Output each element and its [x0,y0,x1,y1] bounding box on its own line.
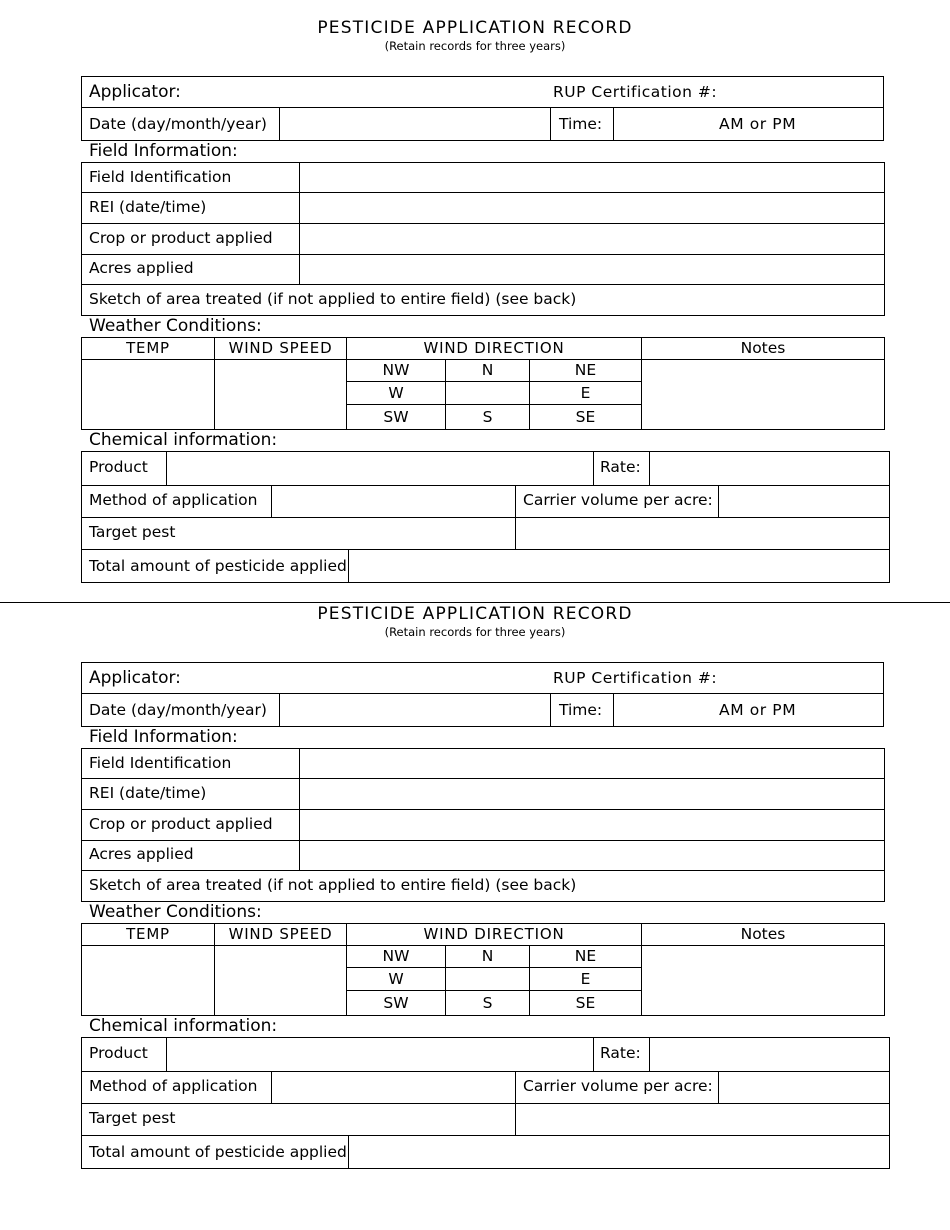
method-of-application-label: Method of application [89,491,258,509]
direction-e[interactable]: E [580,970,591,988]
acres-applied-label: Acres applied [89,845,194,863]
rei-label: REI (date/time) [89,198,207,216]
time-label: Time: [559,701,603,719]
am-pm-label: AM or PM [719,115,797,133]
applicator-input[interactable] [400,79,540,105]
direction-sw[interactable]: SW [383,994,409,1012]
carrier-volume-label: Carrier volume per acre: [523,491,713,509]
rate-input[interactable] [650,1038,889,1071]
notes-input[interactable] [642,360,884,429]
method-of-application-input[interactable] [272,1072,515,1103]
direction-ne[interactable]: NE [574,947,597,965]
record-subtitle: (Retain records for three years) [384,625,566,639]
method-of-application-label: Method of application [89,1077,258,1095]
direction-ne[interactable]: NE [574,361,597,379]
direction-w[interactable]: W [388,970,404,988]
acres-applied-label: Acres applied [89,259,194,277]
applicator-input[interactable] [400,665,540,691]
product-label: Product [89,458,148,476]
time-label: Time: [559,115,603,133]
temp-header: TEMP [126,925,170,943]
field-information-heading: Field Information: [89,141,238,161]
date-input[interactable] [280,694,550,726]
date-input[interactable] [280,108,550,140]
product-label: Product [89,1044,148,1062]
wind-speed-input[interactable] [215,946,346,1015]
crop-applied-label: Crop or product applied [89,229,273,247]
notes-header: Notes [740,925,786,943]
record-subtitle: (Retain records for three years) [384,39,566,53]
wind-speed-header: WIND SPEED [228,925,333,943]
crop-applied-label: Crop or product applied [89,815,273,833]
field-identification-label: Field Identification [89,754,232,772]
wind-direction-header: WIND DIRECTION [423,339,565,357]
crop-applied-input[interactable] [300,224,884,254]
rei-label: REI (date/time) [89,784,207,802]
rup-certification-input[interactable] [720,79,880,105]
direction-s[interactable]: S [482,408,493,426]
target-pest-label: Target pest [89,1109,176,1127]
direction-s[interactable]: S [482,994,493,1012]
rup-certification-label: RUP Certification #: [553,669,718,687]
pesticide-record [0,0,950,587]
temp-input[interactable] [82,946,214,1015]
field-information-heading: Field Information: [89,727,238,747]
target-pest-input[interactable] [516,518,889,549]
field-identification-input[interactable] [300,749,884,778]
field-identification-label: Field Identification [89,168,232,186]
acres-applied-input[interactable] [300,841,884,870]
notes-header: Notes [740,339,786,357]
applicator-label: Applicator: [89,82,181,102]
date-label: Date (day/month/year) [89,701,267,719]
direction-sw[interactable]: SW [383,408,409,426]
rate-label: Rate: [600,458,641,476]
total-pesticide-label: Total amount of pesticide applied [89,557,347,575]
chemical-information-heading: Chemical information: [89,1016,278,1036]
carrier-volume-label: Carrier volume per acre: [523,1077,713,1095]
date-label: Date (day/month/year) [89,115,267,133]
direction-w[interactable]: W [388,384,404,402]
product-input[interactable] [167,452,593,485]
target-pest-input[interactable] [516,1104,889,1135]
pesticide-record [0,586,950,1173]
sketch-area-label: Sketch of area treated (if not applied to entire field) (see back) [89,290,577,308]
temp-input[interactable] [82,360,214,429]
applicator-label: Applicator: [89,668,181,688]
total-pesticide-label: Total amount of pesticide applied [89,1143,347,1161]
carrier-volume-input[interactable] [719,486,889,517]
notes-input[interactable] [642,946,884,1015]
carrier-volume-input[interactable] [719,1072,889,1103]
am-pm-label: AM or PM [719,701,797,719]
direction-n[interactable]: N [481,361,494,379]
rate-input[interactable] [650,452,889,485]
direction-n[interactable]: N [481,947,494,965]
crop-applied-input[interactable] [300,810,884,840]
field-identification-input[interactable] [300,163,884,192]
direction-se[interactable]: SE [575,994,596,1012]
direction-e[interactable]: E [580,384,591,402]
wind-speed-header: WIND SPEED [228,339,333,357]
record-title: PESTICIDE APPLICATION RECORD [317,18,633,38]
rate-label: Rate: [600,1044,641,1062]
temp-header: TEMP [126,339,170,357]
wind-speed-input[interactable] [215,360,346,429]
weather-conditions-heading: Weather Conditions: [89,902,262,922]
rei-input[interactable] [300,779,884,809]
chemical-information-heading: Chemical information: [89,430,278,450]
direction-nw[interactable]: NW [382,947,410,965]
wind-direction-header: WIND DIRECTION [423,925,565,943]
total-pesticide-input[interactable] [349,550,889,582]
rup-certification-input[interactable] [720,665,880,691]
rup-certification-label: RUP Certification #: [553,83,718,101]
sketch-area-label: Sketch of area treated (if not applied to entire field) (see back) [89,876,577,894]
weather-conditions-heading: Weather Conditions: [89,316,262,336]
direction-nw[interactable]: NW [382,361,410,379]
product-input[interactable] [167,1038,593,1071]
method-of-application-input[interactable] [272,486,515,517]
target-pest-label: Target pest [89,523,176,541]
direction-se[interactable]: SE [575,408,596,426]
total-pesticide-input[interactable] [349,1136,889,1168]
record-title: PESTICIDE APPLICATION RECORD [317,604,633,624]
acres-applied-input[interactable] [300,255,884,284]
rei-input[interactable] [300,193,884,223]
